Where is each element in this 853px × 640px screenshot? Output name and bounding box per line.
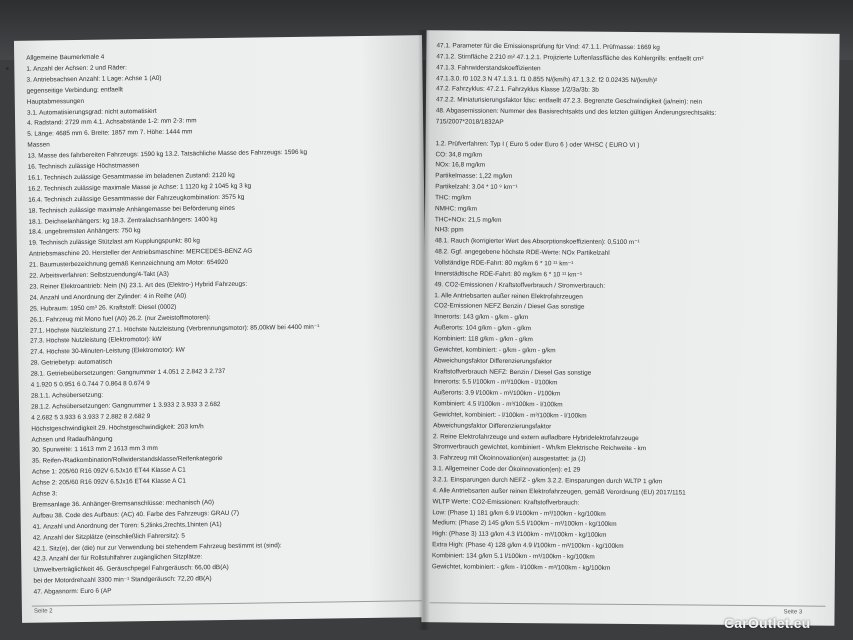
right-page-line: Innerorts: 143 g/km - g/km - g/km [434, 313, 529, 322]
left-page-line: 24. Anzahl und Anordnung der Zylinder: 4 in Reihe (A0) [29, 292, 187, 302]
left-page-line: 16.4. Technisch zulässige Gesamtmasse der Fahrzeugkombination: 3575 kg [28, 193, 245, 204]
left-page-line: 16. Technisch zulässige Höchstmassen [27, 162, 140, 171]
right-page-line: Gewichtet, kombiniert: - g/km - g/km - g/km [433, 346, 556, 355]
right-page-line: Gewichtet, kombiniert: - g/km - l/100km - m³/100km - kg/100km [431, 563, 611, 572]
left-page-line: 5. Länge: 4685 mm 6. Breite: 1857 mm 7. Höhe: 1444 mm [27, 128, 193, 138]
right-page-line: 47.1.3.0. f0 102.3 N 47.1.3.1. f1 0.855 N/(km/h) 47.1.3.2. f2 0.02435 N/(km/h)² [436, 74, 658, 84]
left-page-line: Bremsanlage 36. Anhänger-Bremsanschlüsse: mechanisch (A0) [32, 499, 214, 509]
left-page-line: 27.3. Höchste Nutzleistung (Elektromotor): kW [30, 336, 162, 346]
book-fold [418, 30, 430, 630]
right-page-line: High: (Phase 3) 113 g/km 4.3 l/100km - m³/100km - kg/100km [432, 530, 607, 540]
left-page-line: 27.4. Höchste 30-Minuten-Leistung (Elektromotor): kW [30, 346, 185, 356]
left-page-line: gegenseitige Verbindung: entfaellt [26, 86, 123, 95]
right-page-line: WLTP Werte: CO2-Emissionen: Kraftstoffverbrauch: [432, 497, 580, 507]
left-page-line: 16.1. Technisch zulässige Gesamtmasse im beladenen Zustand: 2120 kg [27, 171, 235, 182]
left-page-line: Aufbau 38. Code des Aufbaus: (AC) 40. Farbe des Fahrzeugs: GRAU (7) [32, 509, 240, 520]
right-page-line: Außerorts: 3.9 l/100km - m³/100km - l/100km [433, 389, 561, 398]
right-page-line: Partikelmasse: 1,22 mg/km [435, 172, 513, 181]
right-page-line: 48. Abgasemissionen: Nummer des Basisrechtsakts und des letzten gültigen Änderungsrechtsakts: [435, 107, 717, 117]
left-page-line: 26.1. Fahrzeug mit Mono fuel (A0) 26.2. (nur Zweistoffmotoren): [29, 313, 211, 324]
right-page-line: 2. Reine Elektrofahrzeuge und extern aufladbare Hybridelektrofahrzeuge [433, 432, 639, 442]
left-page-line: Höchstgeschwindigkeit 29. Höchstgeschwindigkeit: 203 km/h [31, 422, 204, 433]
left-page-line: 4 2.682 5 3.933 6 3.933 7 2.882 8 2.682 9 [31, 412, 151, 422]
right-page-line: Low: (Phase 1) 181 g/km 6.9 l/100km - m³/100km - kg/100km [432, 508, 606, 518]
left-page-line: 47. Abgasnorm: Euro 6 (AP [33, 587, 112, 596]
left-page-line: Achsen und Radaufhängung [31, 435, 113, 444]
right-page-line: 715/2007*2018/1832AP [435, 118, 504, 126]
left-page-line: 18. Technisch zulässige maximale Anhängemasse bei Beförderung eines [28, 204, 235, 215]
left-page-line: 42. Anzahl der Sitzplätze (einschließlich Fahrersitz): 5 [32, 532, 185, 542]
right-page-line: 47.2.2. Miniaturisierungsfaktor fdsc: entfaellt 47.2.3. Begrenzte Geschwindigkeit (ja/nein): nein [435, 96, 703, 106]
right-page-line: 48.1. Rauch (korrigierter Wert des Absorptionskoeffizienten): 0,5100 m⁻¹ [434, 237, 640, 247]
right-page-line: 47.2. Fahrzyklus: 47.2.1. Fahrzyklus Klasse 1/2/3a/3b: 3b [436, 85, 599, 95]
left-page [14, 35, 430, 623]
left-page-line: 3. Antriebsachsen Anzahl: 1 Lage: Achse 1 (A0) [26, 74, 162, 84]
left-page-line: 19. Technisch zulässige Stützlast am Kupplungspunkt: 80 kg [28, 237, 200, 247]
left-footer-rule [32, 600, 422, 606]
left-page-line: 18.1. Deichselanhängers: kg 18.3. Zentralachsanhängers: 1400 kg [28, 215, 218, 226]
left-page-line: Umweltverträglichkeit 46. Geräuschpegel Fahrgeräusch: 66,00 dB(A) [33, 564, 229, 574]
right-page-line: Innerorts: 5.5 l/100km - m³/100km - l/100km [433, 378, 558, 387]
left-page-line: 30. Spurweite: 1 1613 mm 2 1613 mm 3 mm [31, 445, 158, 455]
right-page-line: 1. Alle Antriebsarten außer reinen Elektrofahrzeugen [434, 291, 583, 301]
left-page-line: 27.1. Höchste Nutzleistung 27.1. Höchste Nutzleistung (Verbrennungsmotor): 85,00kW bei 4400 min⁻¹ [29, 323, 320, 335]
left-page-line: 4 1.920 5 0.951 6 0.744 7 0.864 8 0.674 9 [30, 380, 150, 389]
left-page-line: 28.1.2. Achsübersetzungen: Gangnummer 1 3.933 2 3.933 3 2.682 [31, 400, 221, 411]
left-page-line: 16.2. Technisch zulässige maximale Masse je Achse: 1 1120 kg 2 1045 kg 3 kg [27, 182, 252, 193]
left-page-line: 42.3. Anzahl der für Rollstuhlfahrer zugänglichen Sitzplätze: [33, 553, 203, 564]
right-page-line: Abweichungsfaktor Differenzierungsfaktor [433, 356, 552, 365]
right-page-footer: Seite 3 [783, 609, 803, 616]
left-page-line: 25. Hubraum: 1950 cm³ 26. Kraftstoff: Diesel (0002) [29, 303, 177, 313]
right-page-line: Außerorts: 104 g/km - g/km - g/km [433, 324, 531, 333]
left-page-line: Achse 1: 205/60 R16 092V 6.5Jx16 ET44 Klasse A C1 [31, 466, 186, 476]
right-page-line: 47.1.2. Stirnfläche 2.210 m² 47.1.2.1. Projizierte Luftenlassfläche des Kohlergrills: entfaellt cm² [436, 53, 704, 63]
right-page-line: Extra High: (Phase 4) 128 g/km 4.9 l/100km - m³/100km - kg/100km [432, 541, 624, 551]
right-page-line: NOx: 16,8 mg/km [435, 161, 486, 170]
left-page-line: Antriebsmaschine 20. Hersteller der Antriebsmaschine: MERCEDES-BENZ AG [28, 247, 253, 258]
right-page-line: 48.2. Ggf. angegebene höchste RDE-Werte: NOx Partikelzahl [434, 248, 610, 257]
right-page-line: 1.2. Prüfverfahren: Typ I ( Euro 5 oder Euro 6 ) oder WHSC ( EURO VI ) [435, 139, 640, 149]
right-page-line: 3. Fahrzeug mit Ökoinnovation(en) ausgestattet: ja (J) [432, 454, 586, 463]
watermark: CarOutlet.eu [724, 615, 811, 631]
right-page-line: Partikelzahl: 3.04 * 10 ⁹ km⁻¹ [435, 183, 518, 192]
right-page-line: CO2-Emissionen NEFZ Benzin / Diesel Gas sonstige [434, 302, 585, 311]
left-page-line: 13. Masse des fahrbereiten Fahrzeugs: 1590 kg 13.2. Tatsächliche Masse des Fahrzeugs: 1596 kg [27, 148, 308, 160]
left-page-line: 18.4. ungebremsten Anhängers: 750 kg [28, 227, 141, 237]
right-page-line: 3.1. Allgemeiner Code der Ökoinnovation(en): e1 29 [432, 465, 581, 474]
right-page [421, 30, 839, 626]
left-page-line: Massen [27, 141, 50, 149]
right-footer-rule [430, 602, 826, 606]
right-page-line: 3.2.1. Einsparungen durch NEFZ - g/km 3.2.2. Einsparungen durch WLTP 1 g/km [432, 476, 663, 486]
left-page-line: 28.1.1. Achsübersetzung: [30, 391, 104, 400]
right-page-line: 4. Alle Antriebsarten außer reinen Elektrofahrzeugen, gemäß Verordnung (EU) 2017/1151 [432, 487, 686, 497]
right-page-line: Gewichtet, kombiniert: - l/100km - m³/100km - l/100km [433, 411, 587, 420]
right-page-line: NMHC: mg/km [435, 205, 477, 213]
margin-mark: ▪ [6, 64, 9, 73]
left-page-line: 28.1. Getriebeübersetzungen: Gangnummer 1 4.051 2 2.842 3 2.737 [30, 368, 226, 378]
right-page-line: 47.1. Parameter für die Emissionsprüfung für Vind: 47.1.1. Prüfmasse: 1669 kg [436, 42, 660, 52]
right-page-line: 49. CO2-Emissionen / Kraftstoffverbrauch / Stromverbrauch: [434, 280, 606, 290]
right-page-line: 47.1.3. Fahrwiderstandskoeffizienten [436, 63, 541, 72]
left-page-line: 22. Arbeitsverfahren: Selbstzuendung/4-Takt (A3) [29, 270, 169, 280]
right-page-line: Kombiniert: 134 g/km 5.1 l/100km - m³/100km - kg/100km [431, 552, 595, 561]
left-page-line: 35. Reifen-/Radkombination/Rollwiderstandsklasse/Reifenkategorie [31, 455, 223, 465]
left-page-line: 1. Anzahl der Achsen: 2 und Räder: [26, 64, 127, 73]
left-page-line: Hauptabmessungen [26, 97, 85, 106]
right-page-line: Vollständige RDE-Fahrt: 80 mg/km 6 * 10 ¹¹ km⁻¹ [434, 259, 574, 268]
right-page-line: Stromverbrauch gewichtet, kombiniert - Wh/km Elektrische Reichweite - km [432, 443, 647, 453]
left-page-line: Achse 2: 205/60 R16 092V 6.5Jx16 ET44 Klasse A C1 [32, 477, 187, 487]
left-page-line: Allgemeine Baumerkmale 4 [26, 53, 105, 62]
right-page-line: Kombiniert: 118 g/km - g/km - g/km [433, 335, 533, 344]
left-page-line: Achse 3: [32, 490, 58, 498]
right-page-line: NH3: ppm [434, 226, 464, 234]
left-page-line: 3.1. Automatisierungsgrad: nicht automatisiert [26, 107, 157, 117]
left-page-footer: Seite 2 [33, 608, 53, 615]
left-page-line: bei der Motordrehzahl 3300 min⁻¹ Standgeräusch: 72,20 dB(A) [33, 575, 212, 585]
right-page-line: THC+NOx: 21,5 mg/km [434, 215, 502, 224]
right-page-line: Innerstädtische RDE-Fahrt: 80 mg/km 6 * 10 ¹¹ km⁻¹ [434, 270, 583, 279]
right-page-line: Medium: (Phase 2) 145 g/km 5.5 l/100km - m³/100km - kg/100km [432, 519, 617, 529]
left-page-line: 42.1. Sitz(e), der (die) nur zur Verwendung bei stehendem Fahrzeug bestimmt ist (sind): [32, 541, 282, 553]
right-page-line: CO: 34,8 mg/km [435, 150, 483, 159]
right-page-line: THC: mg/km [435, 194, 472, 202]
left-page-line: 41. Anzahl und Anordnung der Türen: 5,2links,2rechts,1hinten (A1) [32, 520, 222, 531]
left-page-line: 28. Getriebetyp: automatisch [30, 358, 113, 367]
right-page-line: Kombiniert: 4.5 l/100km - m³/100km - l/100km [433, 400, 563, 409]
left-page-line: 4. Radstand: 2729 mm 4.1. Achsabstände 1-2: mm 2-3: mm [27, 117, 197, 128]
left-page-line: 21. Baumusterbezeichnung gemäß Kennzeichnung am Motor: 654920 [29, 259, 229, 269]
left-page-line: 23. Reiner Elektroantrieb: Nein (N) 23.1. Art des (Elektro-) Hybrid Fahrzeugs: [29, 280, 248, 291]
right-page-line: Abweichungsfaktor Differenzierungsfaktor [433, 422, 552, 431]
right-page-line: Kraftstoffverbrauch NEFZ: Benzin / Diesel Gas sonstige [433, 367, 592, 377]
